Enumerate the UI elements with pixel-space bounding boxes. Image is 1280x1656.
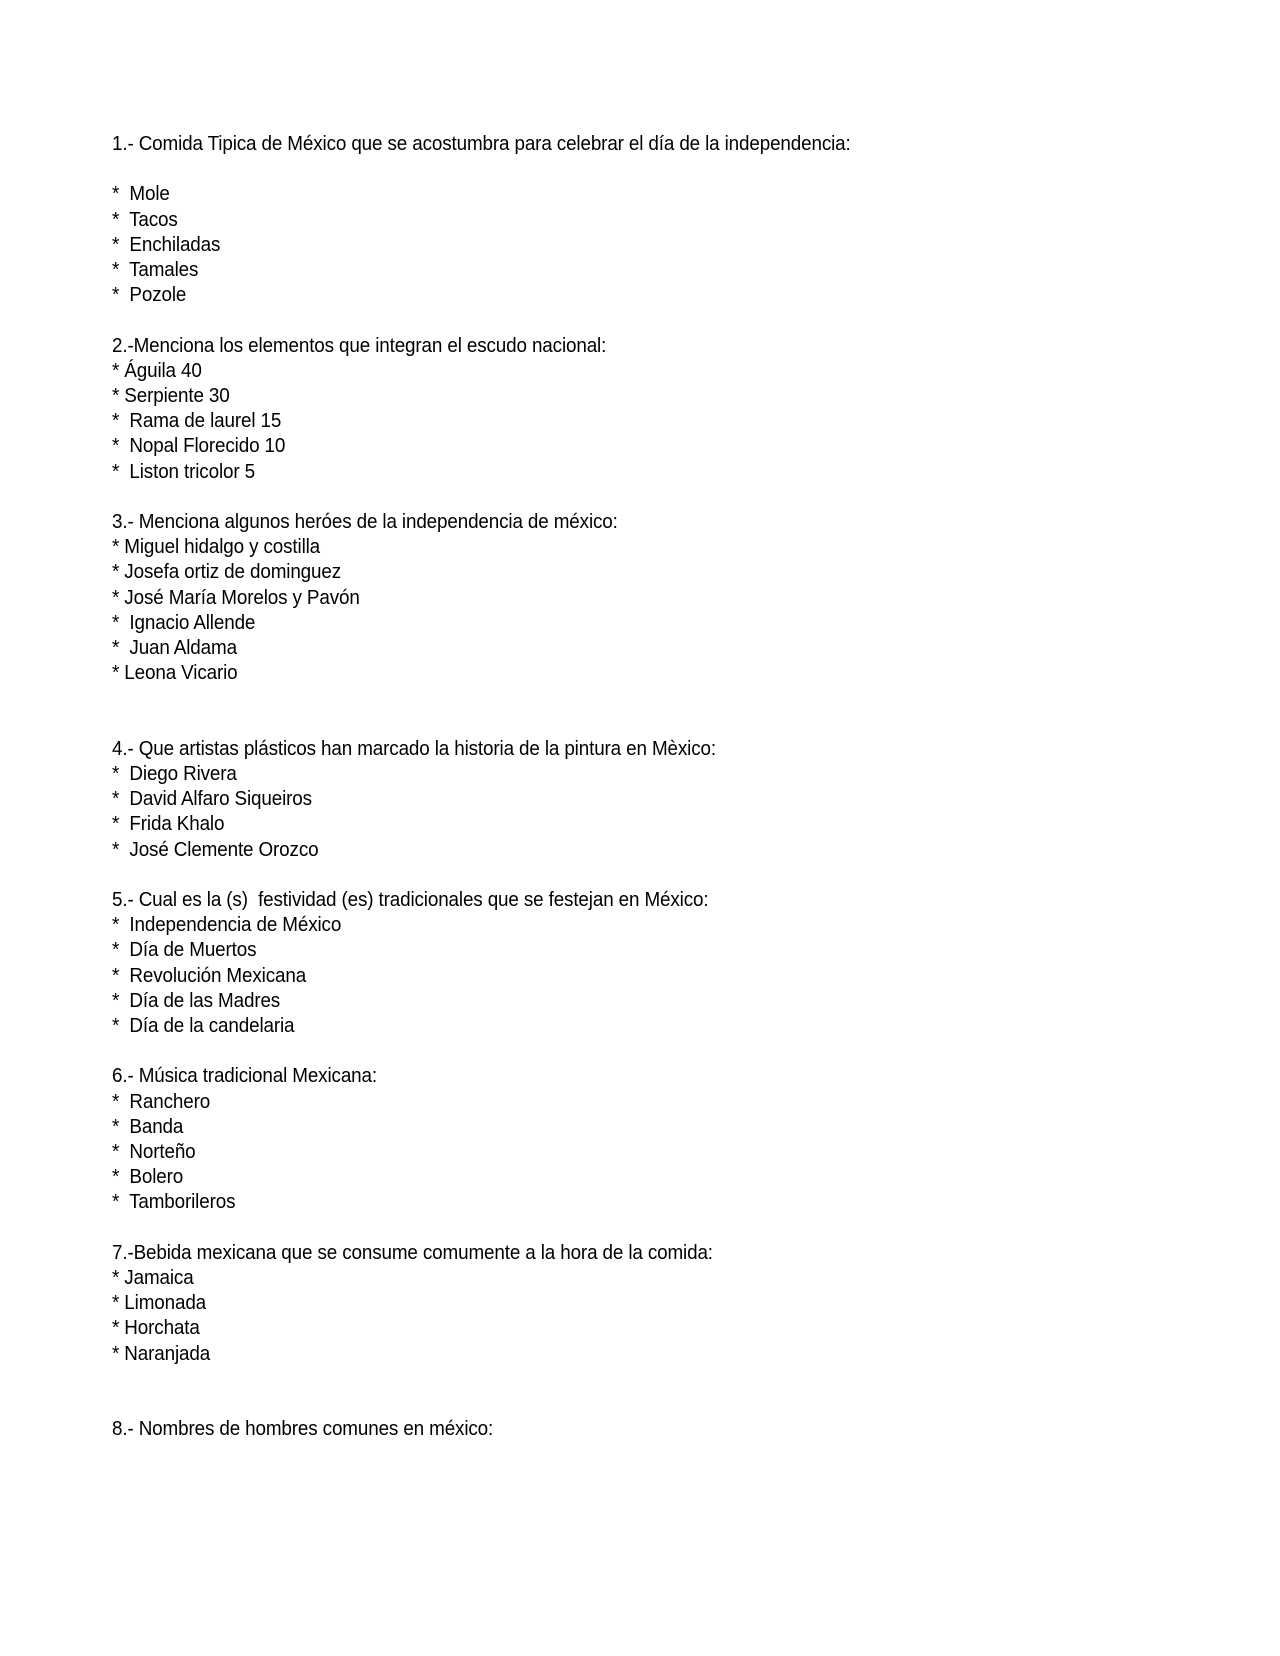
text-line: 2.-Menciona los elementos que integran el escudo nacional: [112, 333, 607, 357]
blank-line [112, 1215, 1087, 1240]
text-line: * Limonada [112, 1291, 207, 1315]
text-line: * Bolero [112, 1165, 184, 1189]
text-line: * Tacos [112, 207, 178, 231]
text-line: * Día de Muertos [112, 938, 257, 962]
text-line: * Norteño [112, 1140, 196, 1164]
text-line: 8.- Nombres de hombres comunes en méxico: [112, 1417, 494, 1441]
text-line: * Josefa ortiz de dominguez [112, 560, 342, 584]
text-line: 5.- Cual es la (s) festividad (es) tradicionales que se festejan en México: [112, 888, 709, 911]
blank-line [112, 685, 1087, 710]
blank-line [112, 1391, 1087, 1416]
text-line: * Mole [112, 182, 170, 206]
text-line: * Rama de laurel 15 [112, 409, 282, 433]
document-text-body [112, 131, 1172, 1441]
text-line: * Nopal Florecido 10 [112, 434, 286, 458]
text-line: * Miguel hidalgo y costilla [112, 535, 321, 559]
text-line: * Jamaica [112, 1266, 194, 1290]
text-line: * Banda [112, 1114, 184, 1138]
text-line: * Pozole [112, 283, 187, 307]
text-line: * Día de las Madres [112, 988, 281, 1012]
blank-line [112, 1038, 1087, 1063]
blank-line [112, 862, 1087, 887]
text-line: * Naranjada [112, 1341, 211, 1365]
blank-line [112, 307, 1087, 332]
text-line: * Ignacio Allende [112, 610, 256, 634]
text-line: 6.- Música tradicional Mexicana: [112, 1064, 377, 1088]
text-line: * Horchata [112, 1316, 200, 1340]
text-line: * Revolución Mexicana [112, 963, 307, 987]
blank-line [112, 1366, 1087, 1391]
text-line: * Ranchero [112, 1089, 211, 1113]
text-line: * Enchiladas [112, 232, 221, 256]
text-line: 4.- Que artistas plásticos han marcado la historia de la pintura en Mèxico: [112, 736, 716, 760]
text-line: * Tamales [112, 258, 199, 281]
blank-line [112, 711, 1087, 736]
text-line: 3.- Menciona algunos heróes de la independencia de méxico: [112, 510, 618, 533]
text-line: * Independencia de México [112, 913, 342, 937]
text-line: * Juan Aldama [112, 636, 237, 660]
text-line: * Liston tricolor 5 [112, 459, 255, 483]
text-line: * Águila 40 [112, 358, 202, 382]
text-line: * José Clemente Orozco [112, 837, 319, 861]
text-line: * José María Morelos y Pavón [112, 585, 360, 609]
text-line: 1.- Comida Tipica de México que se acostumbra para celebrar el día de la independencia: [112, 132, 851, 155]
text-line: * Tamborileros [112, 1190, 236, 1214]
text-line: * Leona Vicario [112, 661, 238, 685]
text-line: * Día de la candelaria [112, 1014, 295, 1038]
text-line: 7.-Bebida mexicana que se consume comumente a la hora de la comida: [112, 1240, 713, 1264]
text-line: * Diego Rivera [112, 762, 237, 785]
blank-line [112, 484, 1087, 509]
blank-line [112, 156, 1087, 181]
text-line: * Serpiente 30 [112, 384, 230, 407]
text-line: * David Alfaro Siqueiros [112, 787, 312, 811]
text-line: * Frida Khalo [112, 812, 225, 836]
